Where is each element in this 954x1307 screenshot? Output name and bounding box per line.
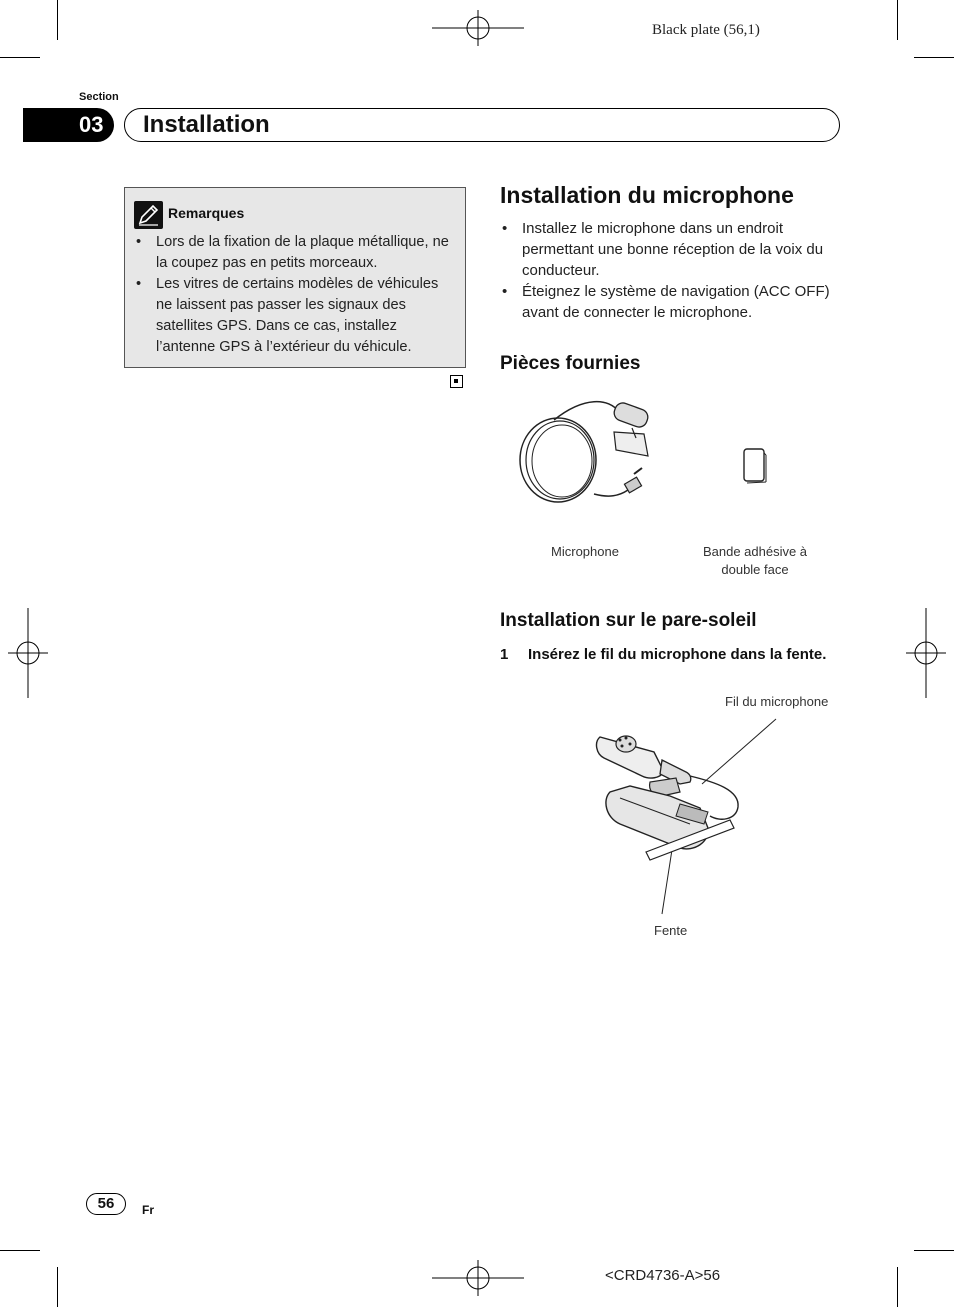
main-bullets [500, 218, 840, 323]
list-item: • Les vitres de certains modèles de véhicules ne laissent pas passer les signaux des satellites GPS. Dans ce cas, installez l’antenne GPS à l’extérieur du véhicule. [134, 274, 458, 358]
wire-callout: Fil du microphone [725, 694, 829, 709]
tape-caption-line1: Bande adhésive à [702, 544, 808, 559]
crop-mark [897, 0, 898, 40]
parts-heading: Pièces fournies [500, 353, 641, 374]
step-instruction [500, 644, 840, 665]
microphone-illustration [514, 398, 664, 510]
crop-mark [57, 1267, 58, 1307]
end-of-section-icon [450, 375, 463, 388]
page-number: 56 [86, 1193, 126, 1215]
registration-mark-icon [906, 608, 946, 698]
tape-caption-line2: double face [721, 562, 789, 577]
list-item: • Éteignez le système de navigation (ACC OFF) avant de connecter le microphone. [500, 281, 840, 323]
visor-heading: Installation sur le pare-soleil [500, 610, 757, 631]
section-label: Section [79, 91, 119, 103]
visor-clip-illustration [590, 712, 790, 922]
step-text: Insérez le fil du microphone dans la fente. [528, 646, 827, 663]
document-code: <CRD4736-A>56 [605, 1267, 721, 1284]
microphone-caption: Microphone [551, 544, 619, 559]
notes-title: Remarques [168, 205, 245, 221]
plate-label: Black plate (56,1) [652, 22, 760, 38]
crop-mark [897, 1267, 898, 1307]
registration-mark-icon [8, 608, 48, 698]
crop-mark [57, 0, 58, 40]
registration-mark-icon [432, 10, 524, 46]
notes-list [134, 232, 458, 358]
registration-mark-icon [432, 1260, 524, 1296]
section-number-badge: 03 [23, 108, 114, 142]
crop-mark [914, 57, 954, 58]
crop-mark [0, 1250, 40, 1251]
crop-mark [914, 1250, 954, 1251]
step-number: 1 [500, 646, 509, 663]
list-item: • Lors de la fixation de la plaque métallique, ne la coupez pas en petits morceaux. [134, 232, 458, 274]
main-heading: Installation du microphone [500, 182, 794, 208]
pencil-note-icon [134, 201, 163, 229]
crop-mark [0, 57, 40, 58]
list-item: • Installez le microphone dans un endroit permettant une bonne réception de la voix du conducteur. [500, 218, 840, 281]
section-title: Installation [143, 111, 270, 138]
language-code: Fr [142, 1203, 154, 1217]
slot-callout: Fente [654, 923, 688, 938]
adhesive-tape-illustration [742, 447, 768, 485]
